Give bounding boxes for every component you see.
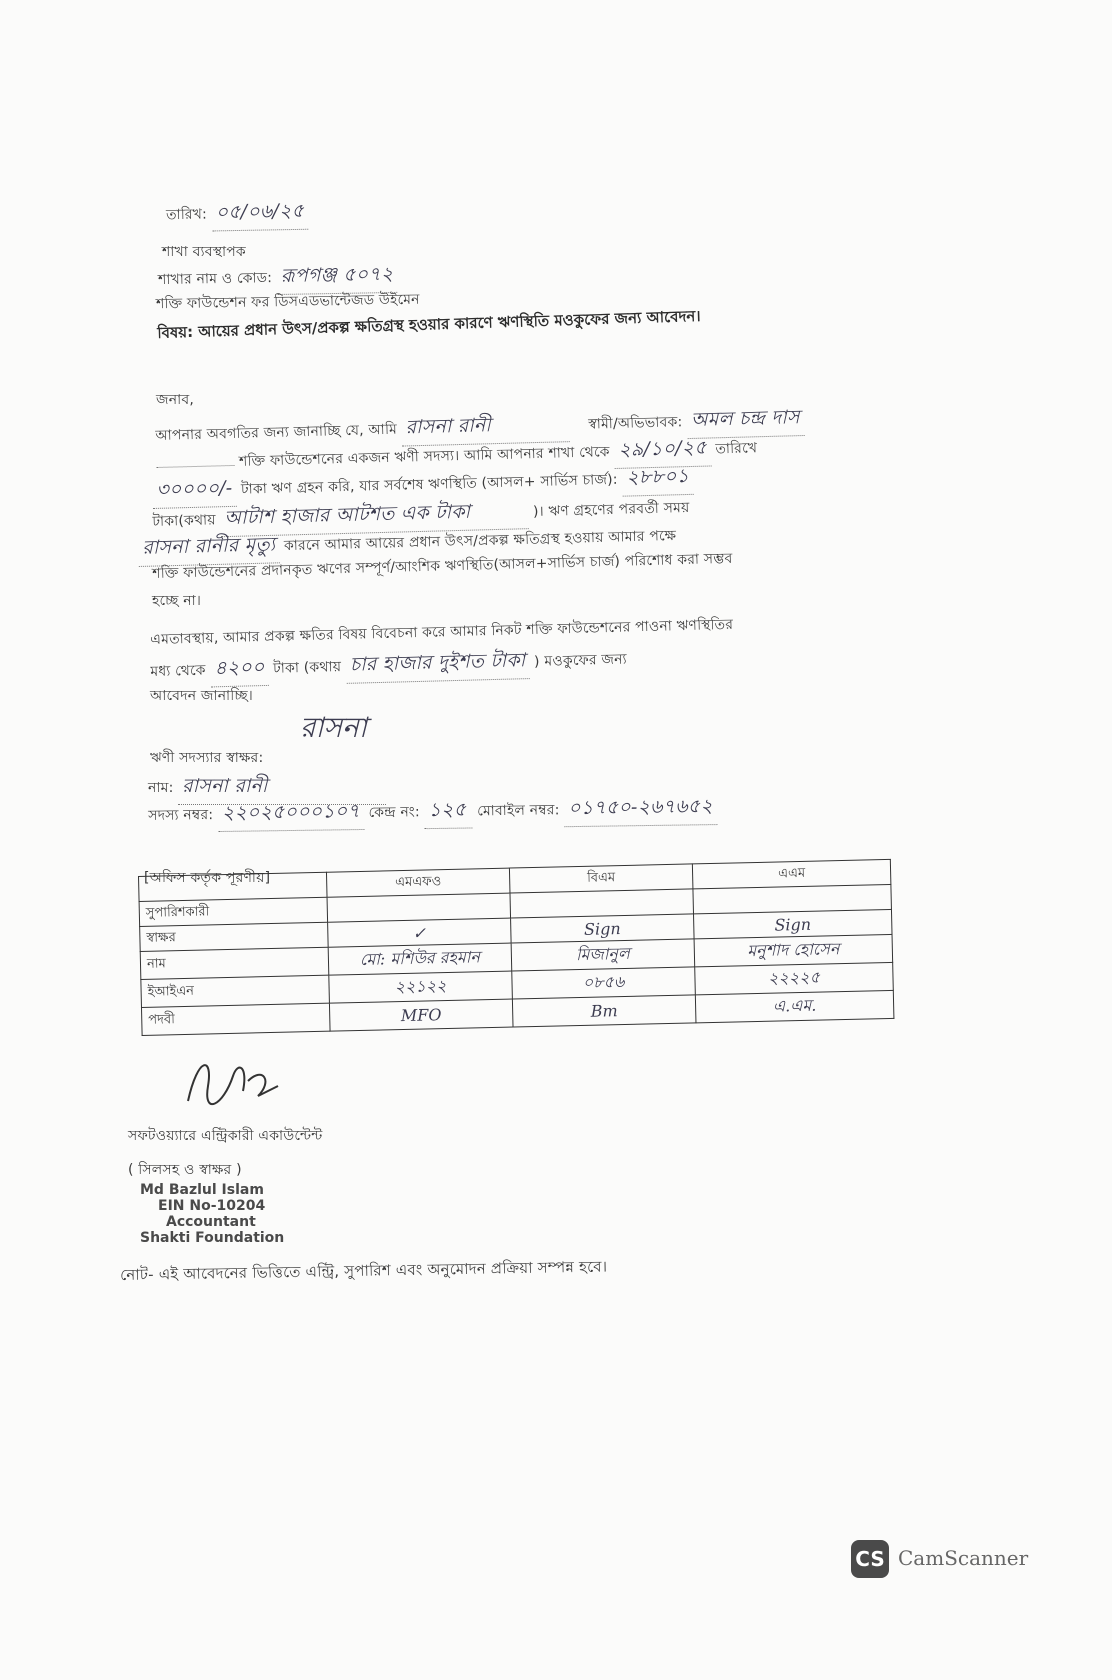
branch-label: শাখার নাম ও কোড: xyxy=(157,270,273,289)
date-value: ০৫/০৬/২৫ xyxy=(211,197,308,232)
center-label: কেন্দ্র নং: xyxy=(368,804,421,821)
body-line-10: আবেদন জানাচ্ছি। xyxy=(150,688,253,704)
member-number-label: সদস্য নম্বর: xyxy=(148,807,214,824)
table-cell: ০৮৫৬ xyxy=(512,967,696,999)
guardian-name: অমল চন্দ্র দাস xyxy=(687,403,805,439)
table-cell: মিজানুল xyxy=(511,939,695,971)
table-cell: এ.এম. xyxy=(695,990,894,1022)
balance-amount: ২৮৮০১ xyxy=(622,462,694,497)
stamp-organization: Shakti Foundation xyxy=(140,1230,285,1246)
table-cell: ২২১২২ xyxy=(329,971,513,1003)
table-cell: Sign xyxy=(511,914,695,943)
branch-value: রূপগঞ্জ ৫০৭২ xyxy=(276,260,397,295)
mobile-number: ০১৭৫০-২৬৭৬৫২ xyxy=(564,792,717,827)
stamp-designation: Accountant xyxy=(166,1214,256,1230)
note-line: নোট- এই আবেদনের ভিত্তিতে এন্ট্রি, সুপারিশ এবং অনুমোদন প্রক্রিয়া সম্পন্ন হবে। xyxy=(120,1257,608,1284)
date-line xyxy=(166,197,309,232)
loan-date: ২৯/১০/২৫ xyxy=(614,433,711,469)
body-text: টাকা ঋণ গ্রহন করি, যার সর্বশেষ ঋণস্থিতি (আসল+ সার্ভিস চার্জ): xyxy=(240,471,618,498)
accountant-title: সফটওয়্যারে এন্ট্রিকারী একাউন্টেন্ট xyxy=(128,1128,323,1144)
center-number: ১২৫ xyxy=(424,795,472,829)
member-name-label: নাম: xyxy=(148,780,174,796)
body-line-7: হচ্ছে না। xyxy=(152,593,202,609)
member-name: রাসনা রানী xyxy=(178,772,386,805)
table-cell: Sign xyxy=(694,909,893,938)
body-line-6: শক্তি ফাউন্ডেশনের প্রদানকৃত ঋণের সম্পূর্ণ/আংশিক ঋণস্থিতি(আসল+সার্ভিস চার্জ) পরিশোধ করা সম্ভব xyxy=(152,550,733,582)
office-caption: [অফিস কর্তৃক পূরণীয়] xyxy=(144,870,271,886)
column-header-am: এএম xyxy=(692,859,891,888)
table-cell: মো: মশিউর রহমান xyxy=(328,943,512,975)
body-text: )। ঋণ গ্রহণের পরবর্তী সময় xyxy=(532,499,690,521)
body-text: টাকা(কথায় xyxy=(152,512,216,530)
body-text: শক্তি ফাউন্ডেশনের একজন ঋণী সদস্য। আমি আপনার শাখা থেকে xyxy=(238,444,610,470)
column-header-mfo: এমএফও xyxy=(326,868,510,897)
header-line-3: শক্তি ফাউন্ডেশন ফর ডিসএডভান্টেজড উইমেন xyxy=(155,291,420,313)
date-label: তারিখ: xyxy=(165,206,208,224)
guardian-label: স্বামী/অভিভাবক: xyxy=(587,414,683,433)
row-label: সুপারিশকারী xyxy=(139,897,328,926)
body-line-9 xyxy=(150,644,627,689)
body-text: টাকা (কথায় xyxy=(272,659,342,677)
member-number: ২২০২৫০০০১০৭ xyxy=(218,797,364,832)
blank-field xyxy=(156,465,234,468)
waive-amount-words: চার হাজার দুইশত টাকা xyxy=(345,646,529,684)
member-number-line xyxy=(148,792,717,833)
table-cell: Bm xyxy=(512,995,696,1027)
table-cell: ২২২২৫ xyxy=(695,962,894,994)
column-header-bm: বিএম xyxy=(509,864,693,893)
table-cell: MFO xyxy=(329,999,513,1031)
body-text: ) মওকুফের জন্য xyxy=(533,651,627,670)
accountant-subtitle: ( সিলসহ ও স্বাক্ষর ) xyxy=(128,1162,242,1178)
row-label: নাম xyxy=(140,947,329,979)
waive-amount: ৪২০০ xyxy=(210,653,269,688)
table-cell: মনুশাদ হোসেন xyxy=(694,934,893,966)
member-sign-label: ঋণী সদস্যার স্বাক্ষর: xyxy=(150,750,264,766)
stamp-name: Md Bazlul Islam xyxy=(140,1182,264,1198)
loan-amount: ৩০০০০/- xyxy=(152,474,237,509)
applicant-name: রাসনা রানী xyxy=(401,409,570,446)
body-text: কারনে আমার আয়ের প্রধান উৎস/প্রকল্প ক্ষতিগ্রস্থ হওয়ায় আমার পক্ষে xyxy=(283,527,677,555)
header-line-1: শাখা ব্যবস্থাপক xyxy=(162,244,246,260)
salutation: জনাব, xyxy=(156,392,194,408)
stamp-ein: EIN No-10204 xyxy=(158,1198,266,1214)
body-text: আপনার অবগতির জন্য জানাচ্ছি যে, আমি xyxy=(155,421,398,444)
camscanner-logo-icon: CS xyxy=(851,1540,889,1578)
camscanner-watermark: CamScanner xyxy=(898,1546,1029,1570)
body-line-8: এমতাবস্থায়, আমার প্রকল্প ক্ষতির বিষয় বিবেচনা করে আমার নিকট শক্তি ফাউন্ডেশনের পাওনা ঋণস্থিতির xyxy=(150,616,734,648)
amount-in-words: আটাশ হাজার আটশত এক টাকা xyxy=(220,496,529,537)
subject-line: বিষয়: আয়ের প্রধান উৎস/প্রকল্প ক্ষতিগ্রস্থ হওয়ার কারণে ঋণস্থিতি মওকুফের জন্য আবেদন। xyxy=(157,306,701,342)
row-label: পদবী xyxy=(141,1003,330,1035)
row-label: স্বাক্ষর xyxy=(140,922,329,951)
accountant-stamp xyxy=(140,1182,284,1246)
accountant-signature-icon xyxy=(178,1046,288,1116)
row-label: ইআইএন xyxy=(141,975,330,1007)
member-signature: রাসনা xyxy=(300,711,367,744)
mobile-label: মোবাইল নম্বর: xyxy=(477,802,560,820)
office-table xyxy=(138,859,894,1036)
reason: রাসনা রানীর মৃত্যু xyxy=(138,530,280,567)
body-text: মধ্য থেকে xyxy=(150,662,206,680)
body-text: তারিখে xyxy=(715,440,758,458)
table-cell: ✓ xyxy=(328,918,512,947)
